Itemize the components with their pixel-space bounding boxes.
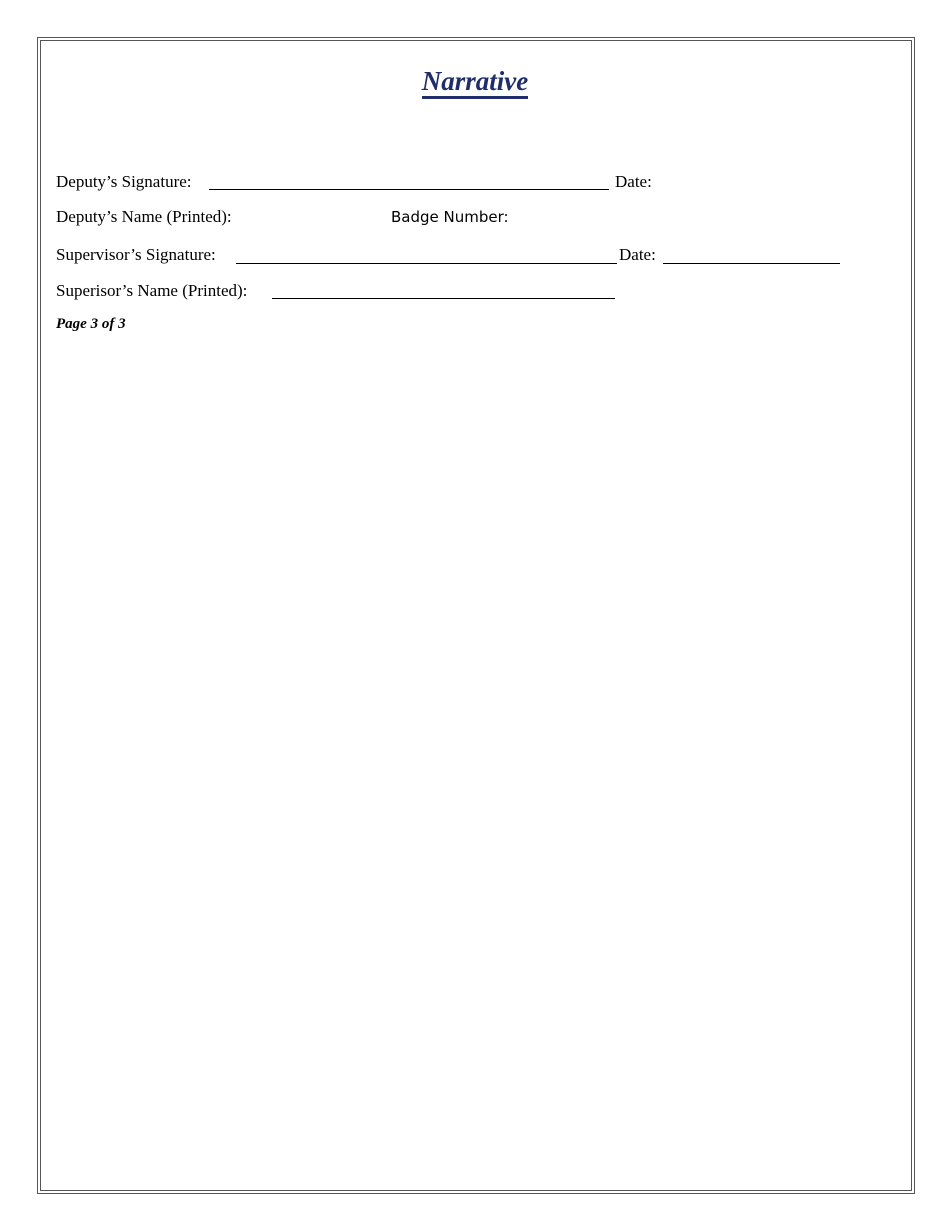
deputy-signature-line[interactable] bbox=[209, 189, 609, 190]
supervisor-signature-line[interactable] bbox=[236, 263, 617, 264]
supervisor-name-line[interactable] bbox=[272, 298, 615, 299]
date-label: Date: bbox=[615, 172, 652, 191]
date-label-2: Date: bbox=[619, 245, 656, 264]
page-number: Page 3 of 3 bbox=[56, 316, 126, 332]
badge-number-label: Badge Number: bbox=[391, 208, 509, 226]
supervisor-name-label: Superisor’s Name (Printed): bbox=[56, 281, 248, 300]
deputy-name-label: Deputy’s Name (Printed): bbox=[56, 207, 232, 226]
deputy-signature-label: Deputy’s Signature: bbox=[56, 172, 192, 191]
supervisor-signature-label: Supervisor’s Signature: bbox=[56, 245, 216, 264]
supervisor-date-line[interactable] bbox=[663, 263, 840, 264]
page-title bbox=[0, 66, 950, 97]
title-text: Narrative bbox=[422, 66, 528, 99]
